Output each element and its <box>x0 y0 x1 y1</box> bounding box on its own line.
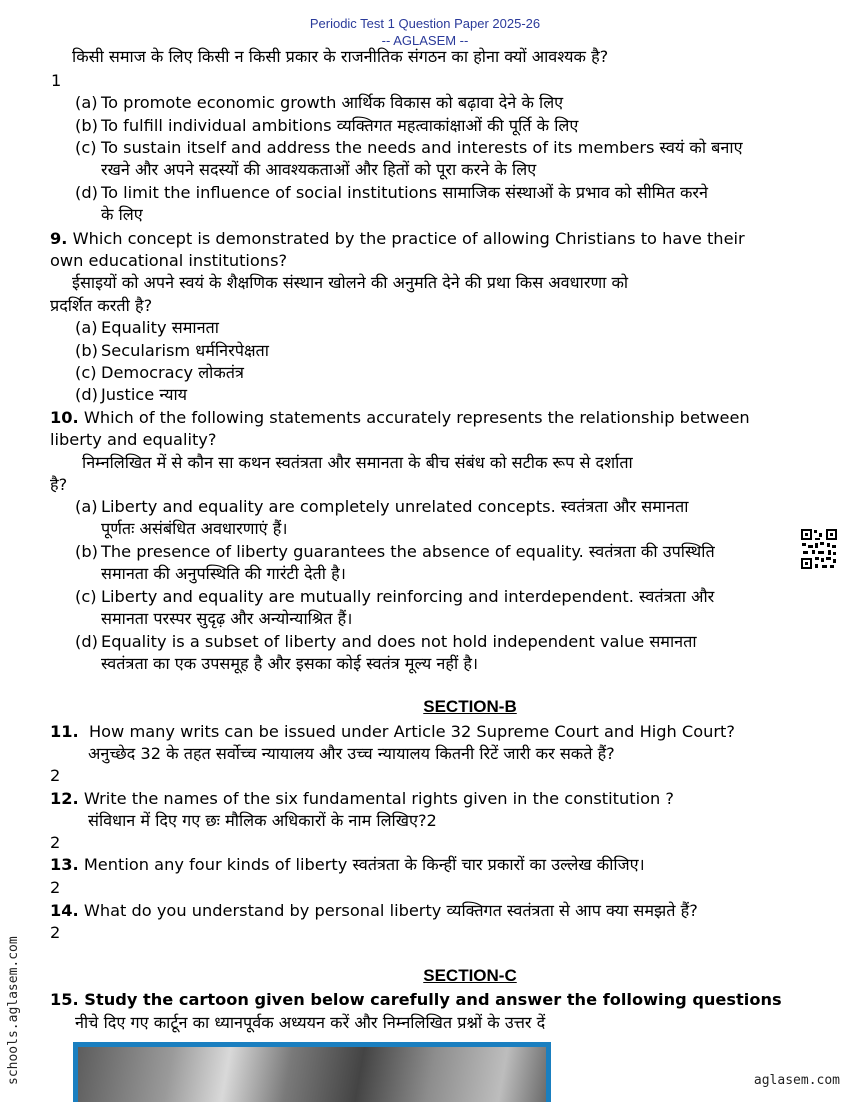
q8-option-c <box>75 137 743 159</box>
q13-number: 13. <box>50 855 79 874</box>
q8-option-c-cont: रखने और अपने सदस्यों की आवश्यकताओं और हितों को पूरा करने के लिए <box>101 160 537 179</box>
q11-stem <box>50 721 735 743</box>
q8-option-b <box>75 115 578 137</box>
q9-option-a <box>75 317 219 339</box>
option-text: To fulfill individual ambitions व्यक्तिगत महत्वाकांक्षाओं की पूर्ति के लिए <box>101 116 579 135</box>
option-label: (c) <box>75 363 97 382</box>
option-label: (a) <box>75 93 98 112</box>
option-text: Justice न्याय <box>101 385 188 404</box>
option-label: (c) <box>75 587 97 606</box>
q11-hindi: अनुच्छेद 32 के तहत सर्वोच्च न्यायालय और उच्च न्यायालय कितनी रिटें जारी कर सकते हैं? <box>88 744 615 763</box>
q15-stem: 15. Study the cartoon given below carefully and answer the following questions <box>50 990 782 1009</box>
q12-hindi: संविधान में दिए गए छः मौलिक अधिकारों के नाम लिखिए?2 <box>88 811 437 830</box>
q9-number: 9. <box>50 229 68 248</box>
q10-option-a-cont: पूर्णतः असंबंधित अवधारणाएं हैं। <box>101 519 288 538</box>
option-label: (d) <box>75 183 98 202</box>
q10-option-c <box>75 586 714 608</box>
q10-option-c-cont: समानता परस्पर सुदृढ़ और अन्योन्याश्रित हैं। <box>101 609 353 628</box>
q9-hindi-1: ईसाइयों को अपने स्वयं के शैक्षणिक संस्थान खोलने की अनुमति देने की प्रथा किस अवधारणा को <box>72 273 629 292</box>
option-label: (a) <box>75 318 98 337</box>
option-text: Equality समानता <box>101 318 219 337</box>
q10-stem <box>50 407 750 429</box>
q10-number: 10. <box>50 408 79 427</box>
option-label: (b) <box>75 341 98 360</box>
q9-hindi-2: प्रदर्शित करती है? <box>50 296 153 315</box>
q9-line1: Which concept is demonstrated by the practice of allowing Christians to have their <box>72 229 745 248</box>
q13-text: Mention any four kinds of liberty स्वतंत्रता के किन्हीं चार प्रकारों का उल्लेख कीजिए। <box>83 855 645 874</box>
q9-line2: own educational institutions? <box>50 251 288 270</box>
q14-text: What do you understand by personal liberty व्यक्तिगत स्वतंत्रता से आप क्या समझते हैं? <box>83 901 698 920</box>
q8-option-d <box>75 182 708 204</box>
q12-number: 12. <box>50 789 79 808</box>
option-label: (b) <box>75 116 98 135</box>
q11-number: 11. <box>50 722 79 741</box>
cartoon-image <box>73 1042 551 1102</box>
q9-stem <box>50 228 745 250</box>
cartoon-image-content <box>78 1047 546 1102</box>
option-label: (c) <box>75 138 97 157</box>
option-label: (d) <box>75 632 98 651</box>
qr-code-icon <box>800 528 838 570</box>
section-c-heading: SECTION-C <box>423 966 517 985</box>
q10-hindi-2: है? <box>50 475 68 494</box>
option-text: Liberty and equality are completely unrelated concepts. स्वतंत्रता और समानता <box>101 497 689 516</box>
q12-text: Write the names of the six fundamental rights given in the constitution ? <box>83 789 674 808</box>
q13-stem <box>50 854 645 876</box>
option-label: (a) <box>75 497 98 516</box>
q14-number: 14. <box>50 901 79 920</box>
option-text: Secularism धर्मनिरपेक्षता <box>101 341 269 360</box>
q13-marks: 2 <box>50 878 61 897</box>
q10-line1: Which of the following statements accurately represents the relationship between <box>83 408 750 427</box>
option-text: The presence of liberty guarantees the absence of equality. स्वतंत्रता की उपस्थिति <box>101 542 715 561</box>
q11-marks: 2 <box>50 766 61 785</box>
q8-marks: 1 <box>51 71 62 90</box>
q10-option-a <box>75 496 688 518</box>
q8-stem-hindi: किसी समाज के लिए किसी न किसी प्रकार के राजनीतिक संगठन का होना क्यों आवश्यक है? <box>72 47 609 66</box>
side-watermark: schools.aglasem.com <box>6 936 21 1085</box>
option-text: Democracy लोकतंत्र <box>101 363 244 382</box>
page-header-brand: -- AGLASEM -- <box>381 33 469 48</box>
section-b-heading: SECTION-B <box>423 697 517 716</box>
q11-text: How many writs can be issued under Article 32 Supreme Court and High Court? <box>88 722 735 741</box>
q10-option-b-cont: समानता की अनुपस्थिति की गारंटी देती है। <box>101 564 346 583</box>
footer-url[interactable]: aglasem.com <box>753 1073 840 1088</box>
option-label: (d) <box>75 385 98 404</box>
q8-option-a <box>75 92 563 114</box>
q10-line2: liberty and equality? <box>50 430 217 449</box>
option-text: To sustain itself and address the needs and interests of its members स्वयं को बनाए <box>101 138 743 157</box>
option-text: Equality is a subset of liberty and does not hold independent value समानता <box>101 632 697 651</box>
q15-hindi: नीचे दिए गए कार्टून का ध्यानपूर्वक अध्ययन करें और निम्नलिखित प्रश्नों के उत्तर दें <box>75 1013 546 1032</box>
page-header-title: Periodic Test 1 Question Paper 2025-26 <box>309 16 541 31</box>
q10-option-b <box>75 541 715 563</box>
q10-option-d <box>75 631 697 653</box>
q8-option-d-cont: के लिए <box>101 205 143 224</box>
q9-option-c <box>75 362 244 384</box>
option-text: To promote economic growth आर्थिक विकास को बढ़ावा देने के लिए <box>101 93 564 112</box>
q12-marks: 2 <box>50 833 61 852</box>
q9-option-d <box>75 384 187 406</box>
q14-stem <box>50 900 698 922</box>
q10-hindi-1: निम्नलिखित में से कौन सा कथन स्वतंत्रता और समानता के बीच संबंध को सटीक रूप से दर्शाता <box>82 453 633 472</box>
q12-stem <box>50 788 674 810</box>
option-text: Liberty and equality are mutually reinforcing and interdependent. स्वतंत्रता और <box>101 587 715 606</box>
q9-option-b <box>75 340 269 362</box>
q10-option-d-cont: स्वतंत्रता का एक उपसमूह है और इसका कोई स्वतंत्र मूल्य नहीं है। <box>101 654 479 673</box>
option-text: To limit the influence of social institutions सामाजिक संस्थाओं के प्रभाव को सीमित करने <box>101 183 708 202</box>
option-label: (b) <box>75 542 98 561</box>
q14-marks: 2 <box>50 923 61 942</box>
